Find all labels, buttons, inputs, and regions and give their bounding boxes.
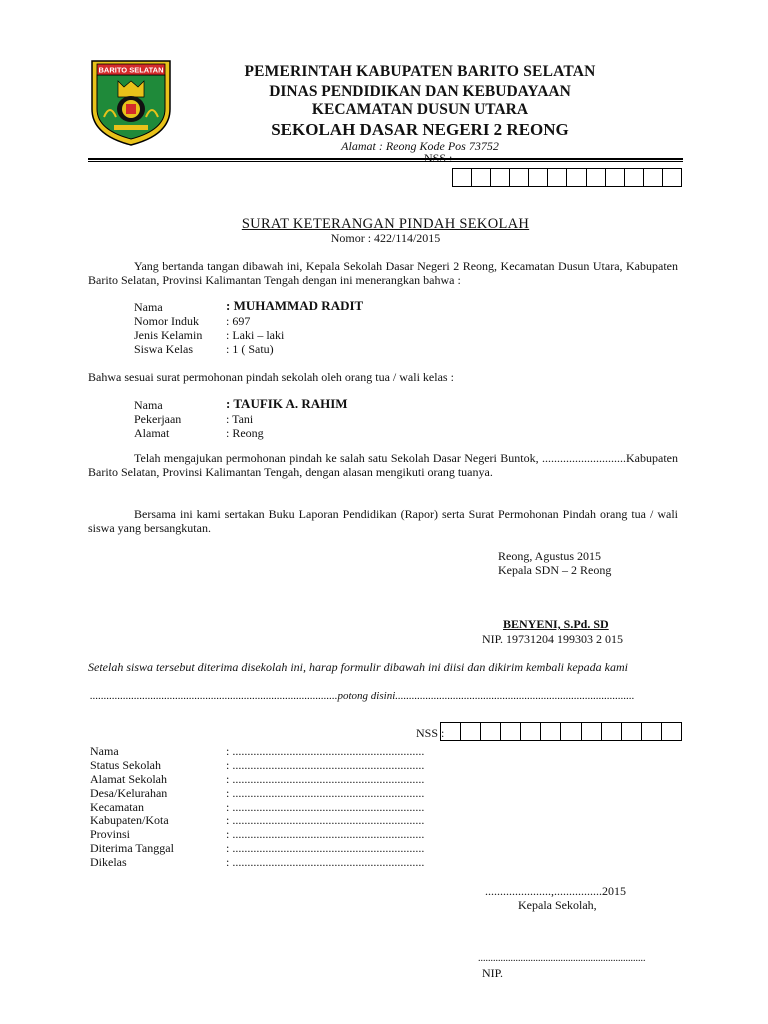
student-gender-label: Jenis Kelamin xyxy=(134,328,203,342)
form-row xyxy=(0,841,768,855)
header-line-government: PEMERINTAH KABUPATEN BARITO SELATAN xyxy=(244,63,596,80)
student-id-label: Nomor Induk xyxy=(134,314,199,328)
form-label: Desa/Kelurahan xyxy=(90,785,168,800)
parent-name-label: Nama xyxy=(134,398,163,412)
form-row xyxy=(0,855,768,869)
student-id-value: : 697 xyxy=(226,314,251,328)
header-rule-thick xyxy=(88,158,683,160)
logo-badge-text: BARITO SELATAN xyxy=(98,65,164,75)
student-name-label: Nama xyxy=(134,300,163,314)
form-row xyxy=(0,786,768,800)
parent-row xyxy=(0,412,768,426)
form-label: Kabupaten/Kota xyxy=(90,813,169,828)
form-row xyxy=(0,800,768,814)
parent-row xyxy=(0,426,768,440)
form-field-blank: : ................................................................ xyxy=(226,841,425,856)
nss-label-bottom: NSS : xyxy=(416,726,445,740)
letter-title: SURAT KETERANGAN PINDAH SEKOLAH xyxy=(241,216,530,232)
student-class-label: Siswa Kelas xyxy=(134,342,193,356)
return-position: Kepala Sekolah, xyxy=(518,898,597,912)
form-row xyxy=(0,827,768,841)
parent-job-value: : Tani xyxy=(226,412,254,426)
form-field-blank: : ................................................................ xyxy=(226,813,425,828)
return-nip: NIP. xyxy=(482,966,504,980)
transfer-paragraph: Telah mengajukan permohonan pindah ke salah satu Sekolah Dasar Negeri Buntok, ............................Kabupaten Barito Selatan, Provinsi Kalimantan Tengah, dengan alasan mengikuti orang tuanya. xyxy=(88,451,678,480)
student-row xyxy=(0,300,768,314)
header-rule-thin xyxy=(88,161,683,162)
student-name-value: : MUHAMMAD RADIT xyxy=(226,298,364,313)
regency-logo xyxy=(88,57,174,147)
form-row xyxy=(0,772,768,786)
nss-boxes-bottom xyxy=(440,722,682,741)
parent-address-label: Alamat xyxy=(134,426,170,440)
student-class-value: : 1 ( Satu) xyxy=(226,342,274,356)
parent-job-label: Pekerjaan xyxy=(134,412,182,426)
form-field-blank: : ................................................................ xyxy=(226,757,425,772)
form-label: Alamat Sekolah xyxy=(90,771,167,786)
signer-nip: NIP. 19731204 199303 2 015 xyxy=(482,632,624,646)
student-row xyxy=(0,328,768,342)
form-label: Nama xyxy=(90,744,119,758)
return-date-line: ......................,................2015 xyxy=(485,884,626,898)
header-line-school: SEKOLAH DASAR NEGERI 2 REONG xyxy=(271,120,569,139)
signer-name: BENYENI, S.Pd. SD xyxy=(503,617,609,631)
place-date: Reong, Agustus 2015 xyxy=(498,549,602,563)
form-field-blank: : ................................................................ xyxy=(226,799,425,814)
return-signature-line: ................................................................... xyxy=(478,953,646,964)
student-gender-value: : Laki – laki xyxy=(226,328,285,342)
form-field-blank: : ................................................................ xyxy=(226,855,425,870)
form-field-blank: : ................................................................ xyxy=(226,771,425,786)
form-row xyxy=(0,744,768,758)
form-field-blank: : ................................................................ xyxy=(226,744,425,758)
form-label: Kecamatan xyxy=(90,799,144,814)
form-row xyxy=(0,758,768,772)
form-field-blank: : ................................................................ xyxy=(226,827,425,842)
form-label: Status Sekolah xyxy=(90,757,161,772)
form-label: Provinsi xyxy=(90,827,131,842)
cut-line-text: ..........................................................................................potong disini....................................................................................... xyxy=(90,690,635,702)
parent-intro: Bahwa sesuai surat permohonan pindah sekolah oleh orang tua / wali kelas : xyxy=(88,370,454,384)
receiving-school-form xyxy=(0,744,768,874)
parent-row xyxy=(0,398,768,412)
attachment-paragraph: Bersama ini kami sertakan Buku Laporan Pendidikan (Rapor) serta Surat Permohonan Pindah orang tua / wali siswa yang bersangkutan. xyxy=(88,507,678,536)
form-row xyxy=(0,813,768,827)
form-label: Diterima Tanggal xyxy=(90,841,174,856)
nss-boxes-top xyxy=(452,168,682,187)
letter-number: Nomor : 422/114/2015 xyxy=(330,231,441,245)
student-row xyxy=(0,342,768,356)
parent-details xyxy=(0,398,768,440)
signer-position: Kepala SDN – 2 Reong xyxy=(498,563,612,577)
parent-name-value: : TAUFIK A. RAHIM xyxy=(226,396,348,411)
intro-paragraph: Yang bertanda tangan dibawah ini, Kepala Sekolah Dasar Negeri 2 Reong, Kecamatan Dusun Utara, Kabupaten Barito Selatan, Provinsi Kalimantan Tengah dengan ini menerangkan bahwa : xyxy=(88,259,678,288)
cut-line xyxy=(90,690,680,702)
form-label: Dikelas xyxy=(90,855,127,870)
header-line-department: DINAS PENDIDIKAN DAN KEBUDAYAAN xyxy=(269,83,571,100)
student-details xyxy=(0,300,768,356)
student-row xyxy=(0,314,768,328)
parent-address-value: : Reong xyxy=(226,426,264,440)
form-field-blank: : ................................................................ xyxy=(226,785,425,800)
header-line-district: KECAMATAN DUSUN UTARA xyxy=(311,101,529,118)
header-address: Alamat : Reong Kode Pos 73752 xyxy=(341,139,499,153)
nss-label-top: NSS : xyxy=(424,151,453,165)
return-instruction: Setelah siswa tersebut diterima disekolah ini, harap formulir dibawah ini diisi dan dikirim kembali kepada kami xyxy=(88,660,628,674)
